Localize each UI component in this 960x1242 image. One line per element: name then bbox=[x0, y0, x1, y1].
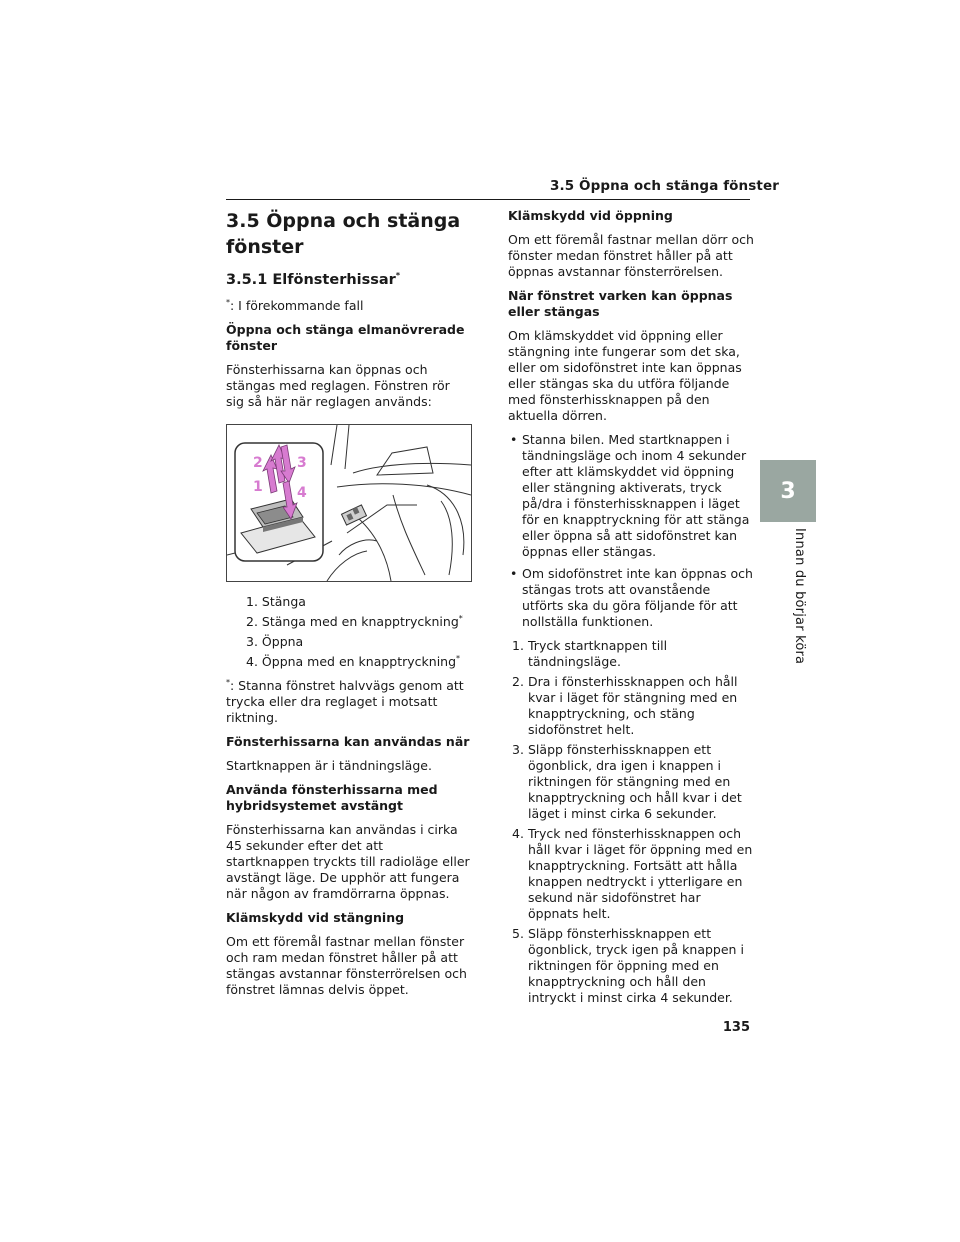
left-column bbox=[226, 208, 470, 1006]
window-switch-drawing bbox=[227, 425, 471, 581]
bullet-item: • Om sidofönstret inte kan öppnas och stängas trots att ovanstående utförts ska du göra följande för att nollställa funktionen. bbox=[508, 566, 754, 630]
step-item: 5. Släpp fönsterhissknappen ett ögonblick, tryck igen på knappen i riktningen för öppning med en knapptryckning och håll den intryckt i minst cirka 4 sekunder. bbox=[512, 926, 744, 1005]
paragraph-ignition: Startknappen är i tändningsläge. bbox=[226, 758, 432, 773]
paragraph-hybrid-off: Fönsterhissarna kan användas i cirka 45 sekunder efter det att startknappen tryckts till radioläge eller avstängt läge. De upphör att fungera när någon av framdörrarna öppnas. bbox=[226, 822, 470, 901]
optional-note-text: : I förekommande fall bbox=[230, 298, 364, 313]
bullet-item: • Stanna bilen. Med startknappen i tändningsläge och inom 4 sekunder efter att klämskyddet vid öppning eller stängning aktiverats, tryck på/dra i fönsterhissknappen i läget för en knapptryckning för att stänga eller öppna så att sidofönstret kan öppnas eller stängas. bbox=[508, 432, 754, 560]
heading-cannot-open-close: När fönstret varken kan öppnas eller stängas bbox=[508, 288, 733, 319]
footnote-mark: * bbox=[226, 297, 230, 307]
caption-item: 2. Stänga med en knapptryckning* bbox=[246, 613, 463, 629]
page-number: 135 bbox=[722, 1020, 750, 1035]
footnote-mark: * bbox=[226, 677, 230, 687]
section-title: 3.5 Öppna och stänga fönster bbox=[226, 210, 461, 258]
running-header: 3.5 Öppna och stänga fönster bbox=[550, 178, 779, 194]
paragraph-cannot-open-close: Om klämskyddet vid öppning eller stängning inte fungerar som det ska, eller om sidofönstret inte kan öppnas eller stängas ska du utföra följande med fönsterhissknappen på den aktuella dörren. bbox=[508, 328, 742, 423]
figure-label-1: 1 bbox=[253, 479, 263, 495]
step-item: 3. Släpp fönsterhissknappen ett ögonblick, dra igen i knappen i riktningen för stängning med en knapptryckning och håll kvar i det läget i minst cirka 6 sekunder. bbox=[512, 742, 742, 821]
heading-can-be-used: Fönsterhissarna kan användas när bbox=[226, 734, 470, 749]
step-item: 2. Dra i fönsterhissknappen och håll kvar i läget för stängning med en knapptryckning, och stäng sidofönstret helt. bbox=[512, 674, 738, 737]
caption-item: 1. Stänga bbox=[246, 594, 306, 609]
chapter-label: Innan du börjar köra bbox=[792, 528, 807, 665]
step-item: 1. Tryck startknappen till tändningsläge. bbox=[512, 638, 668, 669]
halfway-note-text: : Stanna fönstret halvvägs genom att trycka eller dra reglaget i motsatt riktning. bbox=[226, 678, 464, 725]
paragraph-intro: Fönsterhissarna kan öppnas och stängas med reglagen. Fönstren rör sig så här när reglagen används: bbox=[226, 362, 450, 409]
caption-item: 3. Öppna bbox=[246, 634, 304, 649]
subsection-title-text: 3.5.1 Elfönsterhissar bbox=[226, 272, 396, 288]
chapter-tab bbox=[760, 460, 816, 522]
figure-caption-list bbox=[226, 594, 470, 670]
heading-operate-windows: Öppna och stänga elmanövrerade fönster bbox=[226, 322, 465, 353]
caption-item: 4. Öppna med en knapptryckning* bbox=[246, 653, 461, 669]
right-column bbox=[508, 208, 754, 1010]
bullet-list bbox=[508, 432, 754, 630]
heading-jam-protection-opening: Klämskydd vid öppning bbox=[508, 208, 673, 223]
chapter-number: 3 bbox=[780, 478, 796, 504]
heading-jam-protection-closing: Klämskydd vid stängning bbox=[226, 910, 405, 925]
footnote-mark: * bbox=[395, 271, 401, 281]
footnote-mark: * bbox=[458, 613, 463, 623]
footnote-mark: * bbox=[456, 653, 461, 663]
header-rule bbox=[226, 199, 750, 200]
subsection-title bbox=[226, 270, 470, 290]
halfway-note bbox=[226, 678, 470, 726]
reset-steps bbox=[508, 638, 754, 1006]
step-item: 4. Tryck ned fönsterhissknappen och håll kvar i läget för öppning med en knapptryckning. Fortsätt att hålla knappen nedtryckt i ytterligare en sekund när sidofönstret har öppnats helt. bbox=[512, 826, 753, 921]
optional-note bbox=[226, 298, 470, 314]
figure-label-2: 2 bbox=[253, 455, 263, 471]
window-switch-illustration bbox=[226, 424, 472, 582]
figure-label-3: 3 bbox=[297, 455, 307, 471]
paragraph-jam-protection-opening: Om ett föremål fastnar mellan dörr och fönster medan fönstret håller på att öppnas avstannar fönsterrörelsen. bbox=[508, 232, 754, 279]
paragraph-jam-protection-closing: Om ett föremål fastnar mellan fönster och ram medan fönstret håller på att stängas avstannar fönsterrörelsen och fönstret lämnas delvis öppet. bbox=[226, 934, 467, 997]
heading-hybrid-off: Använda fönsterhissarna med hybridsystemet avstängt bbox=[226, 782, 438, 813]
figure-label-4: 4 bbox=[297, 485, 307, 501]
